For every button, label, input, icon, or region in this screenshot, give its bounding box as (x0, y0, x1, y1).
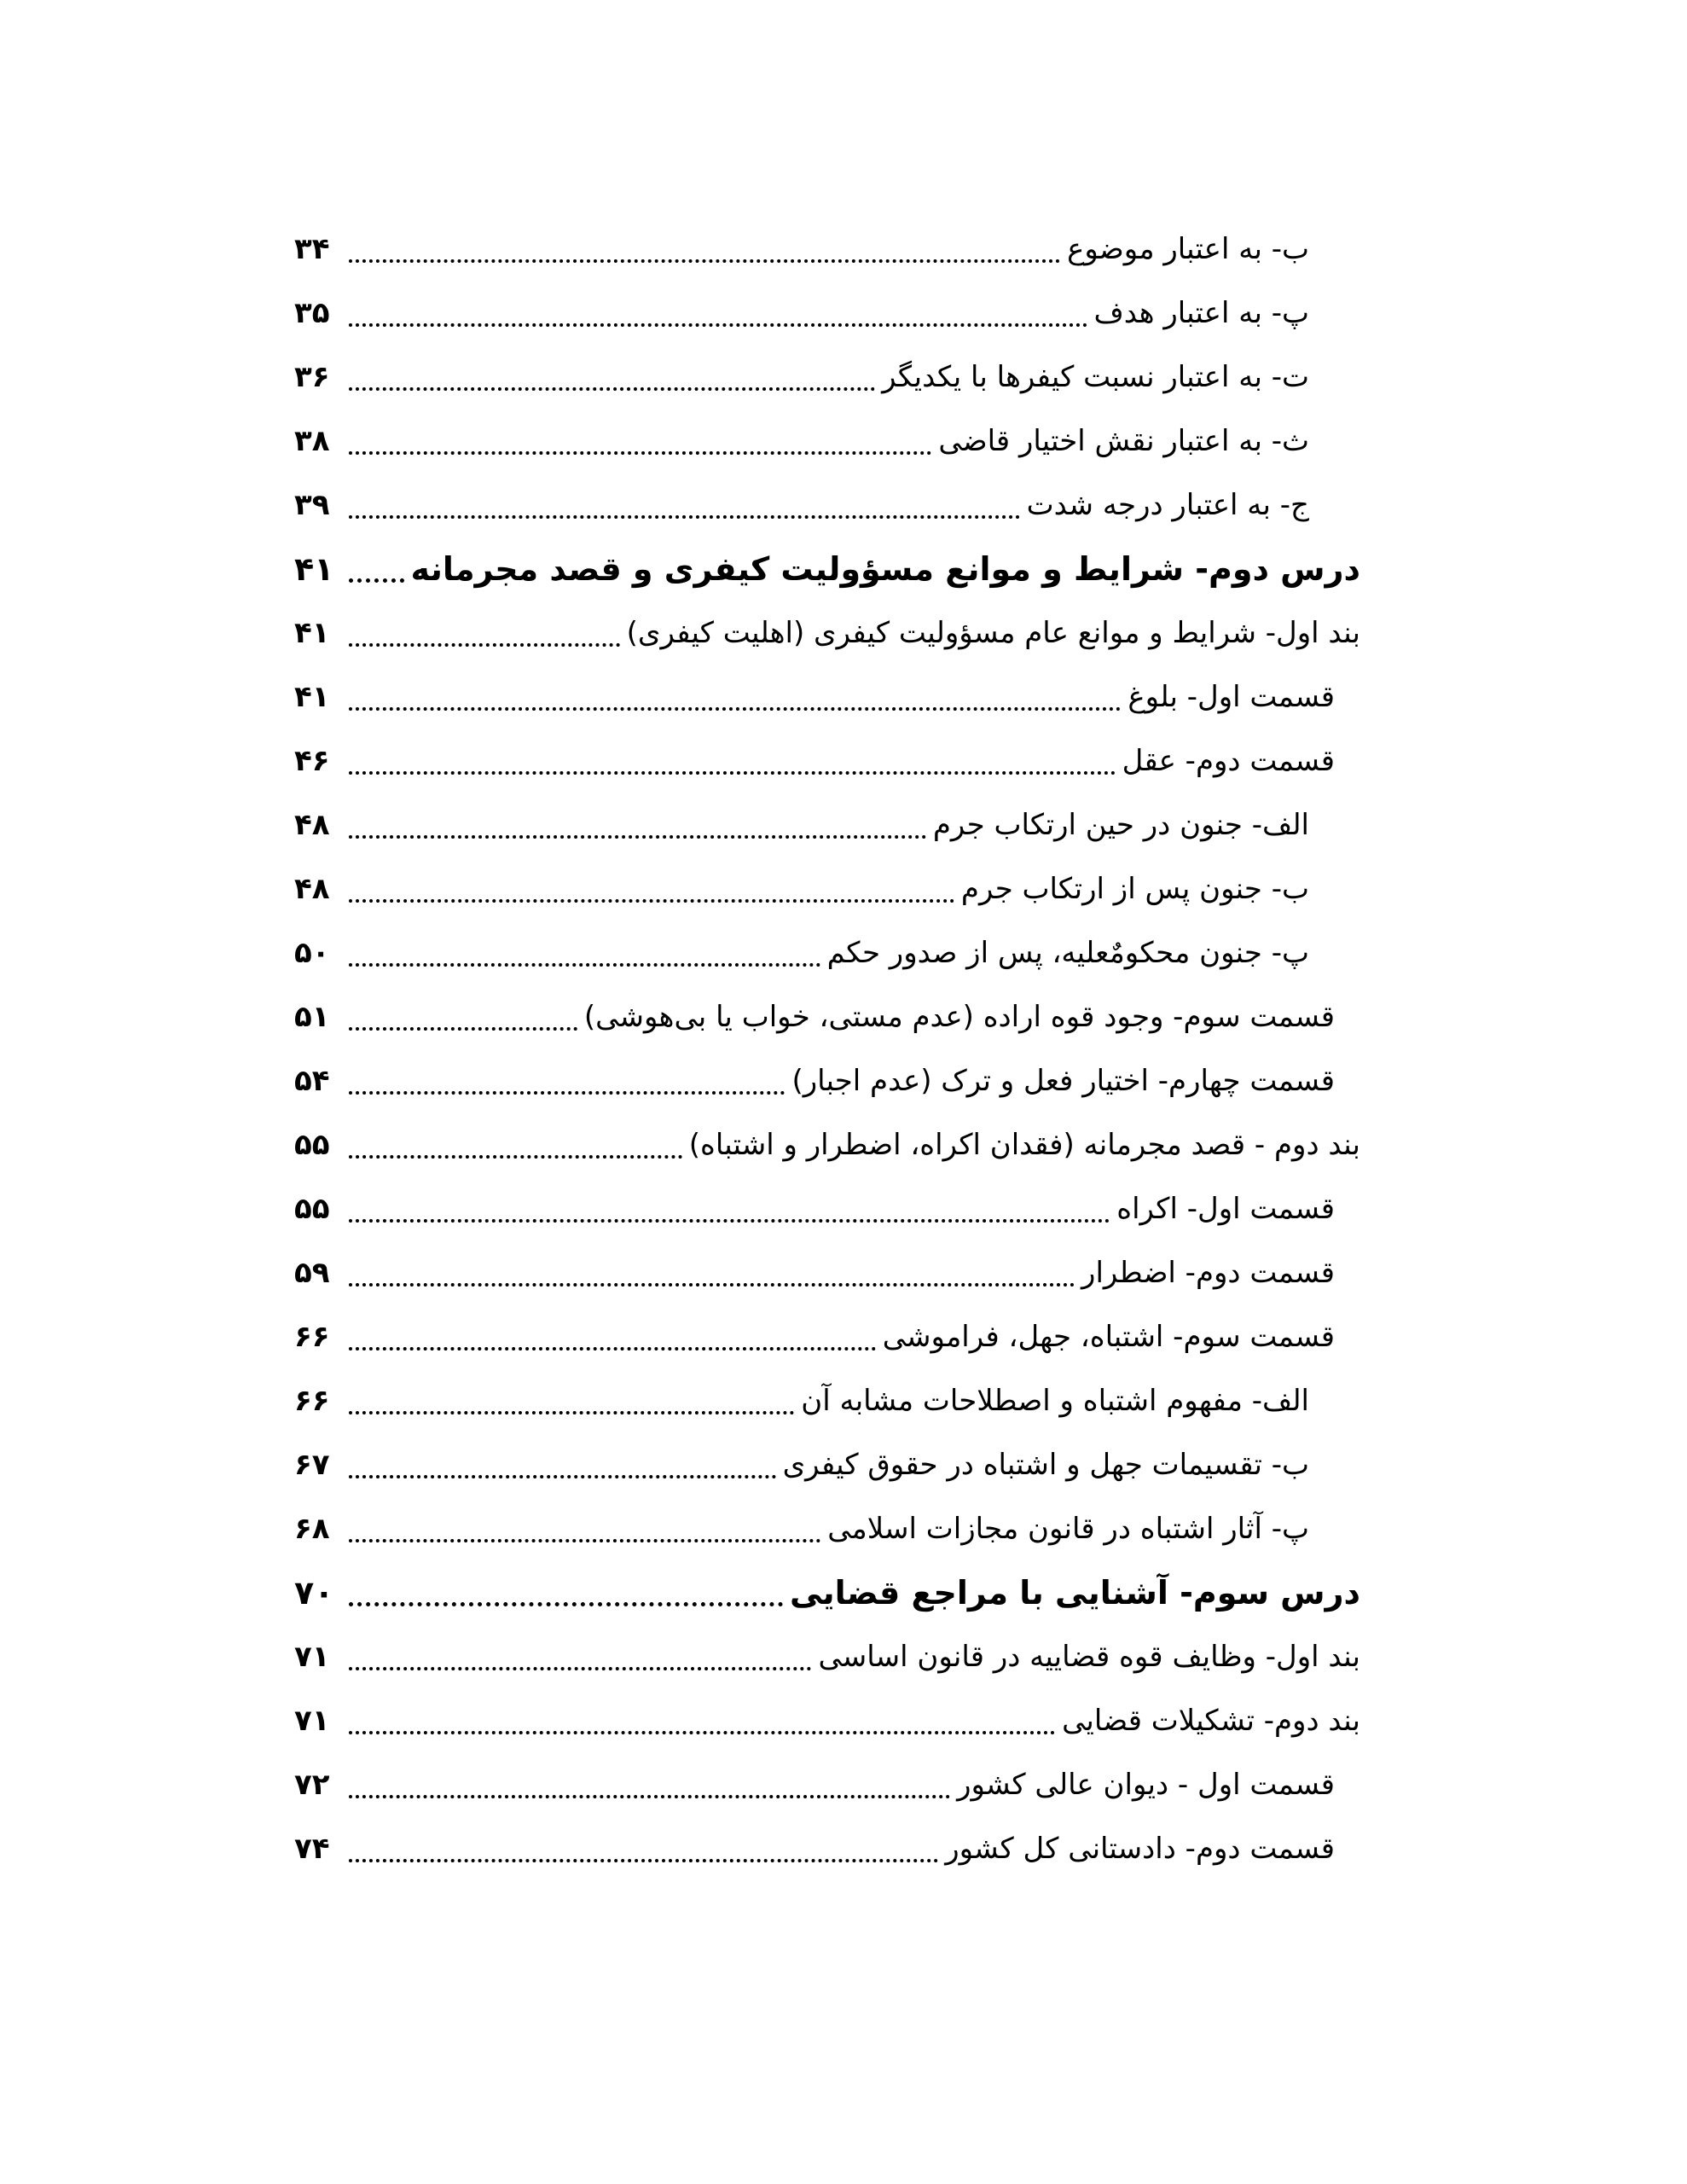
dot-leader (349, 1346, 876, 1350)
toc-entry-page: ۶۷ (294, 1448, 330, 1482)
toc-entry (294, 1823, 1360, 1874)
toc-entry (294, 927, 1360, 979)
dot-leader (349, 1730, 1055, 1734)
toc-entry-page: ۴۸ (294, 808, 330, 842)
toc-entry-title: درس دوم- شرایط و موانع مسؤولیت کیفری و قصد مجرمانه (410, 550, 1360, 588)
dot-leader (349, 962, 820, 967)
toc-entry-title: بند دوم - قصد مجرمانه (فقدان اکراه، اضطرار و اشتباه) (688, 1128, 1360, 1162)
toc-entry-page: ۶۶ (294, 1320, 330, 1354)
toc-entry-title: ث- به اعتبار نقش اختیار قاضی (938, 424, 1309, 458)
toc-entry-title: پ- جنون محکومٌعلیه، پس از صدور حکم (826, 936, 1309, 970)
dot-leader (349, 386, 875, 391)
toc-entry (294, 607, 1360, 659)
toc-entry-title: بند اول- وظایف قوه قضاییه در قانون اساسی (818, 1640, 1360, 1674)
dot-leader (349, 898, 954, 903)
toc-entry (294, 735, 1360, 787)
dot-leader (349, 1666, 811, 1670)
toc-entry-title: قسمت سوم- اشتباه، جهل، فراموشی (882, 1320, 1335, 1354)
dot-leader (349, 1601, 783, 1606)
toc-entry (294, 1055, 1360, 1107)
toc-entry-title: ب- جنون پس از ارتکاب جرم (960, 872, 1309, 906)
toc-entry (294, 351, 1360, 403)
toc-entry (294, 799, 1360, 851)
toc-entry (294, 1183, 1360, 1234)
toc-entry-title: الف- جنون در حین ارتکاب جرم (932, 808, 1309, 842)
toc-entry (294, 863, 1360, 915)
toc-entry-page: ۷۴ (294, 1832, 330, 1866)
toc-entry (294, 1247, 1360, 1298)
toc-entry-page: ۴۱ (294, 680, 330, 714)
toc-entry-page: ۷۱ (294, 1640, 330, 1674)
toc-entry-title: بند دوم- تشکیلات قضایی (1062, 1704, 1360, 1738)
toc-entry-page: ۵۴ (294, 1064, 330, 1098)
dot-leader (349, 834, 926, 839)
toc-entry (294, 991, 1360, 1043)
toc-entry (294, 1759, 1360, 1810)
toc-entry-title: قسمت دوم- اضطرار (1081, 1256, 1335, 1290)
toc-entry-page: ۶۶ (294, 1384, 330, 1418)
toc-entry (294, 671, 1360, 723)
dot-leader (349, 258, 1060, 263)
toc-entry-page: ۴۱ (294, 616, 330, 650)
dot-leader (349, 1410, 794, 1414)
dot-leader (349, 1026, 577, 1031)
dot-leader (349, 1794, 950, 1798)
toc-entry (294, 1695, 1360, 1746)
toc-entry-page: ۵۵ (294, 1192, 330, 1226)
toc-entry (294, 1375, 1360, 1426)
toc-entry (294, 415, 1360, 467)
dot-leader (349, 1090, 785, 1095)
toc-entry-title: درس سوم- آشنایی با مراجع قضایی (789, 1574, 1360, 1612)
toc-entry (294, 288, 1360, 339)
toc-entry-title: قسمت دوم- دادستانی کل کشور (945, 1832, 1335, 1866)
toc-entry-page: ۶۸ (294, 1512, 330, 1546)
toc-entry-title: پ- به اعتبار هدف (1093, 296, 1309, 330)
dot-leader (349, 1858, 938, 1862)
toc-entry (294, 1119, 1360, 1170)
dot-leader (349, 642, 620, 647)
toc-entry-page: ۳۴ (294, 232, 330, 266)
toc-entry-page: ۷۲ (294, 1768, 330, 1802)
toc-entry-title: ب- تقسیمات جهل و اشتباه در حقوق کیفری (782, 1448, 1309, 1482)
toc-entry-page: ۴۶ (294, 744, 330, 778)
toc-entry-title: قسمت اول- بلوغ (1128, 680, 1335, 714)
toc-entry-page: ۴۸ (294, 872, 330, 906)
toc-entry-title: الف- مفهوم اشتباه و اصطلاحات مشابه آن (801, 1384, 1309, 1418)
dot-leader (349, 706, 1121, 711)
toc-entry-page: ۵۱ (294, 1000, 330, 1034)
dot-leader (349, 1154, 682, 1159)
dot-leader (349, 770, 1116, 775)
toc-entry-page: ۳۵ (294, 296, 330, 330)
toc-entry-page: ۳۹ (294, 488, 330, 522)
toc-entry (294, 1631, 1360, 1682)
toc-entry-title: بند اول- شرایط و موانع عام مسؤولیت کیفری (اهلیت کیفری) (626, 616, 1360, 650)
toc-entry (294, 1439, 1360, 1490)
dot-leader (349, 1538, 820, 1542)
toc-entry-page: ۳۸ (294, 424, 330, 458)
toc-entry-title: ج- به اعتبار درجه شدت (1026, 488, 1309, 522)
toc-chapter-entry (294, 543, 1360, 595)
toc-entry-title: ت- به اعتبار نسبت کیفرها با یکدیگر (882, 360, 1309, 394)
dot-leader (349, 514, 1020, 519)
toc-entry-page: ۵۵ (294, 1128, 330, 1162)
toc-entry (294, 1311, 1360, 1362)
table-of-contents (294, 224, 1360, 1913)
dot-leader (349, 1218, 1110, 1223)
toc-entry-page: ۴۱ (294, 550, 334, 588)
dot-leader (349, 450, 931, 455)
dot-leader (349, 322, 1087, 327)
toc-entry-title: پ- آثار اشتباه در قانون مجازات اسلامی (827, 1512, 1309, 1546)
toc-entry-page: ۵۹ (294, 1256, 330, 1290)
toc-entry-page: ۷۰ (294, 1574, 334, 1612)
dot-leader (349, 1474, 776, 1478)
toc-entry-title: قسمت دوم- عقل (1122, 744, 1335, 778)
toc-entry-page: ۳۶ (294, 360, 330, 394)
toc-entry (294, 224, 1360, 275)
dot-leader (349, 578, 404, 583)
toc-entry (294, 479, 1360, 531)
toc-entry-page: ۵۰ (294, 936, 330, 970)
toc-entry-title: قسمت اول- اکراه (1116, 1192, 1335, 1226)
dot-leader (349, 1282, 1075, 1287)
toc-chapter-entry (294, 1567, 1360, 1618)
toc-entry-title: قسمت چهارم- اختیار فعل و ترک (عدم اجبار) (791, 1064, 1335, 1098)
toc-entry-title: قسمت سوم- وجود قوه اراده (عدم مستی، خواب یا بی‌هوشی) (583, 1000, 1335, 1034)
toc-entry-title: قسمت اول - دیوان عالی کشور (957, 1768, 1335, 1802)
toc-entry-page: ۷۱ (294, 1704, 330, 1738)
toc-entry-title: ب- به اعتبار موضوع (1067, 232, 1309, 266)
toc-entry (294, 1503, 1360, 1554)
